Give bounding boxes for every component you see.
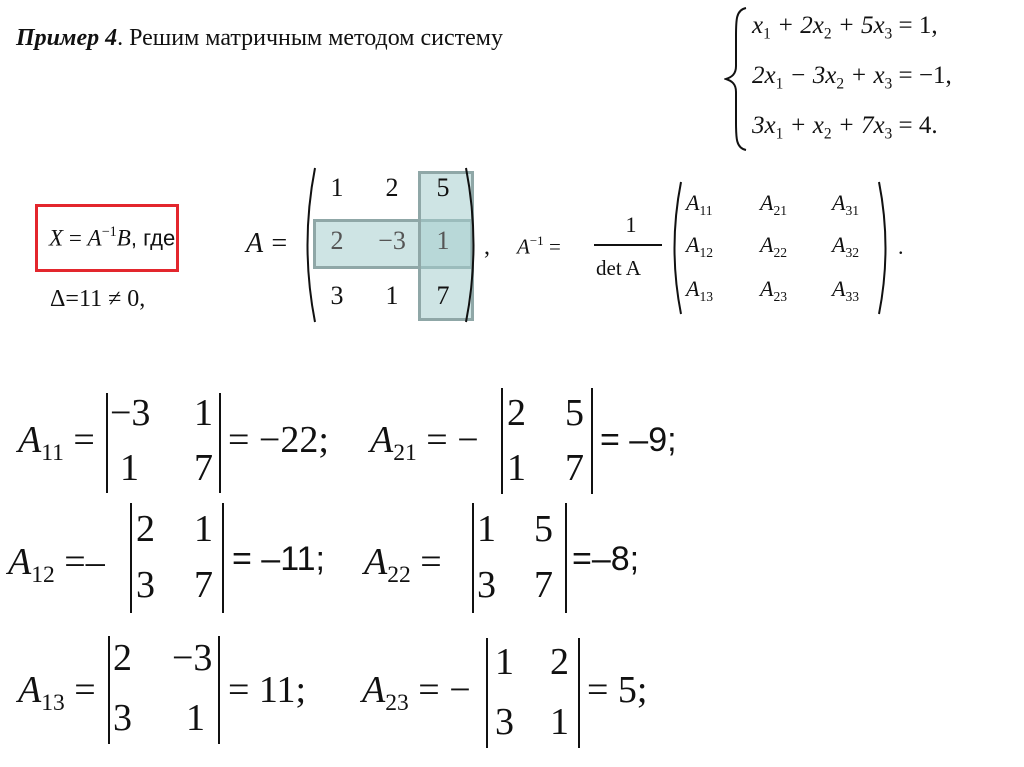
adj-cell: $A_{21}$ [760, 190, 788, 218]
minor-cell: 1 [495, 641, 514, 683]
a-cell: 5 [436, 173, 450, 202]
minor-cell: 1 [194, 508, 213, 550]
adjugate-right-paren [876, 180, 894, 316]
minor-cell: 1 [120, 447, 139, 489]
minor-a23-label: $A_{23}$ = − [362, 669, 471, 717]
minor-a21-result: = –9; [600, 421, 677, 459]
det-bar [106, 393, 108, 493]
inverse-eq: = [548, 234, 561, 259]
minor-cell: 2 [136, 508, 155, 550]
minor-cell: 3 [136, 564, 155, 606]
adj-cell: $A_{11}$ [686, 190, 713, 218]
system-brace [724, 6, 750, 152]
system-eq-2: $2x_1 - 3x_2 + x_3 = -1$, [752, 62, 952, 93]
adj-cell: $A_{32}$ [832, 232, 860, 260]
det-bar [472, 503, 474, 613]
formula-x: X [49, 225, 64, 251]
minor-cell: 1 [507, 447, 526, 489]
minor-cell: 1 [186, 697, 205, 739]
minor-a13-result: = 11; [228, 669, 307, 711]
det-bar [130, 503, 132, 613]
system-eq-1: $x_1 + 2x_2 + 5x_3 = 1$, [752, 12, 938, 43]
minor-a13-label: $A_{13}$ = [18, 669, 96, 717]
minor-cell: 7 [534, 564, 553, 606]
matrix-a-label: A = [246, 228, 289, 259]
minor-cell: 7 [194, 447, 213, 489]
example-text: . Решим матричным методом систему [117, 25, 503, 51]
minor-cell: 1 [477, 508, 496, 550]
minor-cell: 3 [477, 564, 496, 606]
minor-cell: 3 [495, 701, 514, 743]
matrix-a-comma: , [484, 234, 490, 260]
fraction-numerator: 1 [625, 212, 637, 237]
a-cell: −3 [378, 226, 406, 255]
a-cell: 1 [436, 226, 450, 255]
det-bar [501, 388, 503, 494]
det-bar [486, 638, 488, 748]
det-bar [565, 503, 567, 613]
minor-cell: 2 [550, 641, 569, 683]
minor-cell: 1 [550, 701, 569, 743]
minor-a12-label: $A_{12}$ =– [8, 541, 105, 589]
inverse-formula [49, 224, 175, 251]
adjugate-left-paren [666, 180, 684, 316]
minor-a21-label: $A_{21}$ = − [370, 419, 479, 467]
adj-cell: $A_{31}$ [832, 190, 860, 218]
formula-eq: = [68, 225, 82, 251]
adj-cell: $A_{23}$ [760, 276, 788, 304]
minor-cell: 5 [565, 392, 584, 434]
minor-cell: −3 [110, 392, 151, 434]
a-cell: 2 [330, 226, 344, 255]
det-bar [222, 503, 224, 613]
inverse-label [517, 233, 561, 259]
fraction-line [594, 244, 662, 246]
adj-cell: $A_{22}$ [760, 232, 788, 260]
minor-cell: 7 [194, 564, 213, 606]
a-cell: 1 [330, 173, 344, 202]
formula-b: B [116, 225, 131, 251]
minor-a12-result: = –11; [232, 540, 325, 578]
fraction-denominator: det A [596, 256, 641, 280]
minor-cell: 7 [565, 447, 584, 489]
a-cell: 2 [385, 173, 399, 202]
minor-a22-result: =–8; [572, 540, 640, 578]
minor-cell: 1 [194, 392, 213, 434]
formula-a: A [87, 225, 102, 251]
example-label: Пример 4 [16, 25, 118, 51]
det-bar [108, 636, 110, 744]
a-cell: 1 [385, 281, 399, 310]
adj-cell: $A_{12}$ [686, 232, 714, 260]
minor-cell: 3 [113, 697, 132, 739]
det-bar [218, 636, 220, 744]
minor-cell: 2 [113, 637, 132, 679]
minor-a11-label: $A_{11}$ = [18, 419, 95, 467]
adj-cell: $A_{33}$ [832, 276, 860, 304]
det-bar [219, 393, 221, 493]
minor-cell: 2 [507, 392, 526, 434]
a-cell: 3 [330, 281, 344, 310]
inverse-a: A [517, 234, 530, 259]
adj-cell: $A_{13}$ [686, 276, 714, 304]
formula-where: , где [130, 225, 176, 251]
inverse-end: . [898, 234, 904, 259]
system-eq-3: $3x_1 + x_2 + 7x_3 = 4$. [752, 112, 938, 143]
minor-a23-result: = 5; [587, 669, 648, 711]
det-bar [578, 638, 580, 748]
minor-cell: −3 [172, 637, 213, 679]
minor-a11-result: = −22; [228, 419, 329, 461]
formula-inv: −1 [101, 224, 117, 240]
det-bar [591, 388, 593, 494]
minor-a22-label: $A_{22}$ = [364, 541, 442, 589]
inverse-exp: −1 [529, 233, 544, 248]
a-cell: 7 [436, 281, 450, 310]
determinant-value: Δ=11 ≠ 0, [50, 286, 146, 312]
example-heading [16, 25, 503, 52]
minor-cell: 5 [534, 508, 553, 550]
